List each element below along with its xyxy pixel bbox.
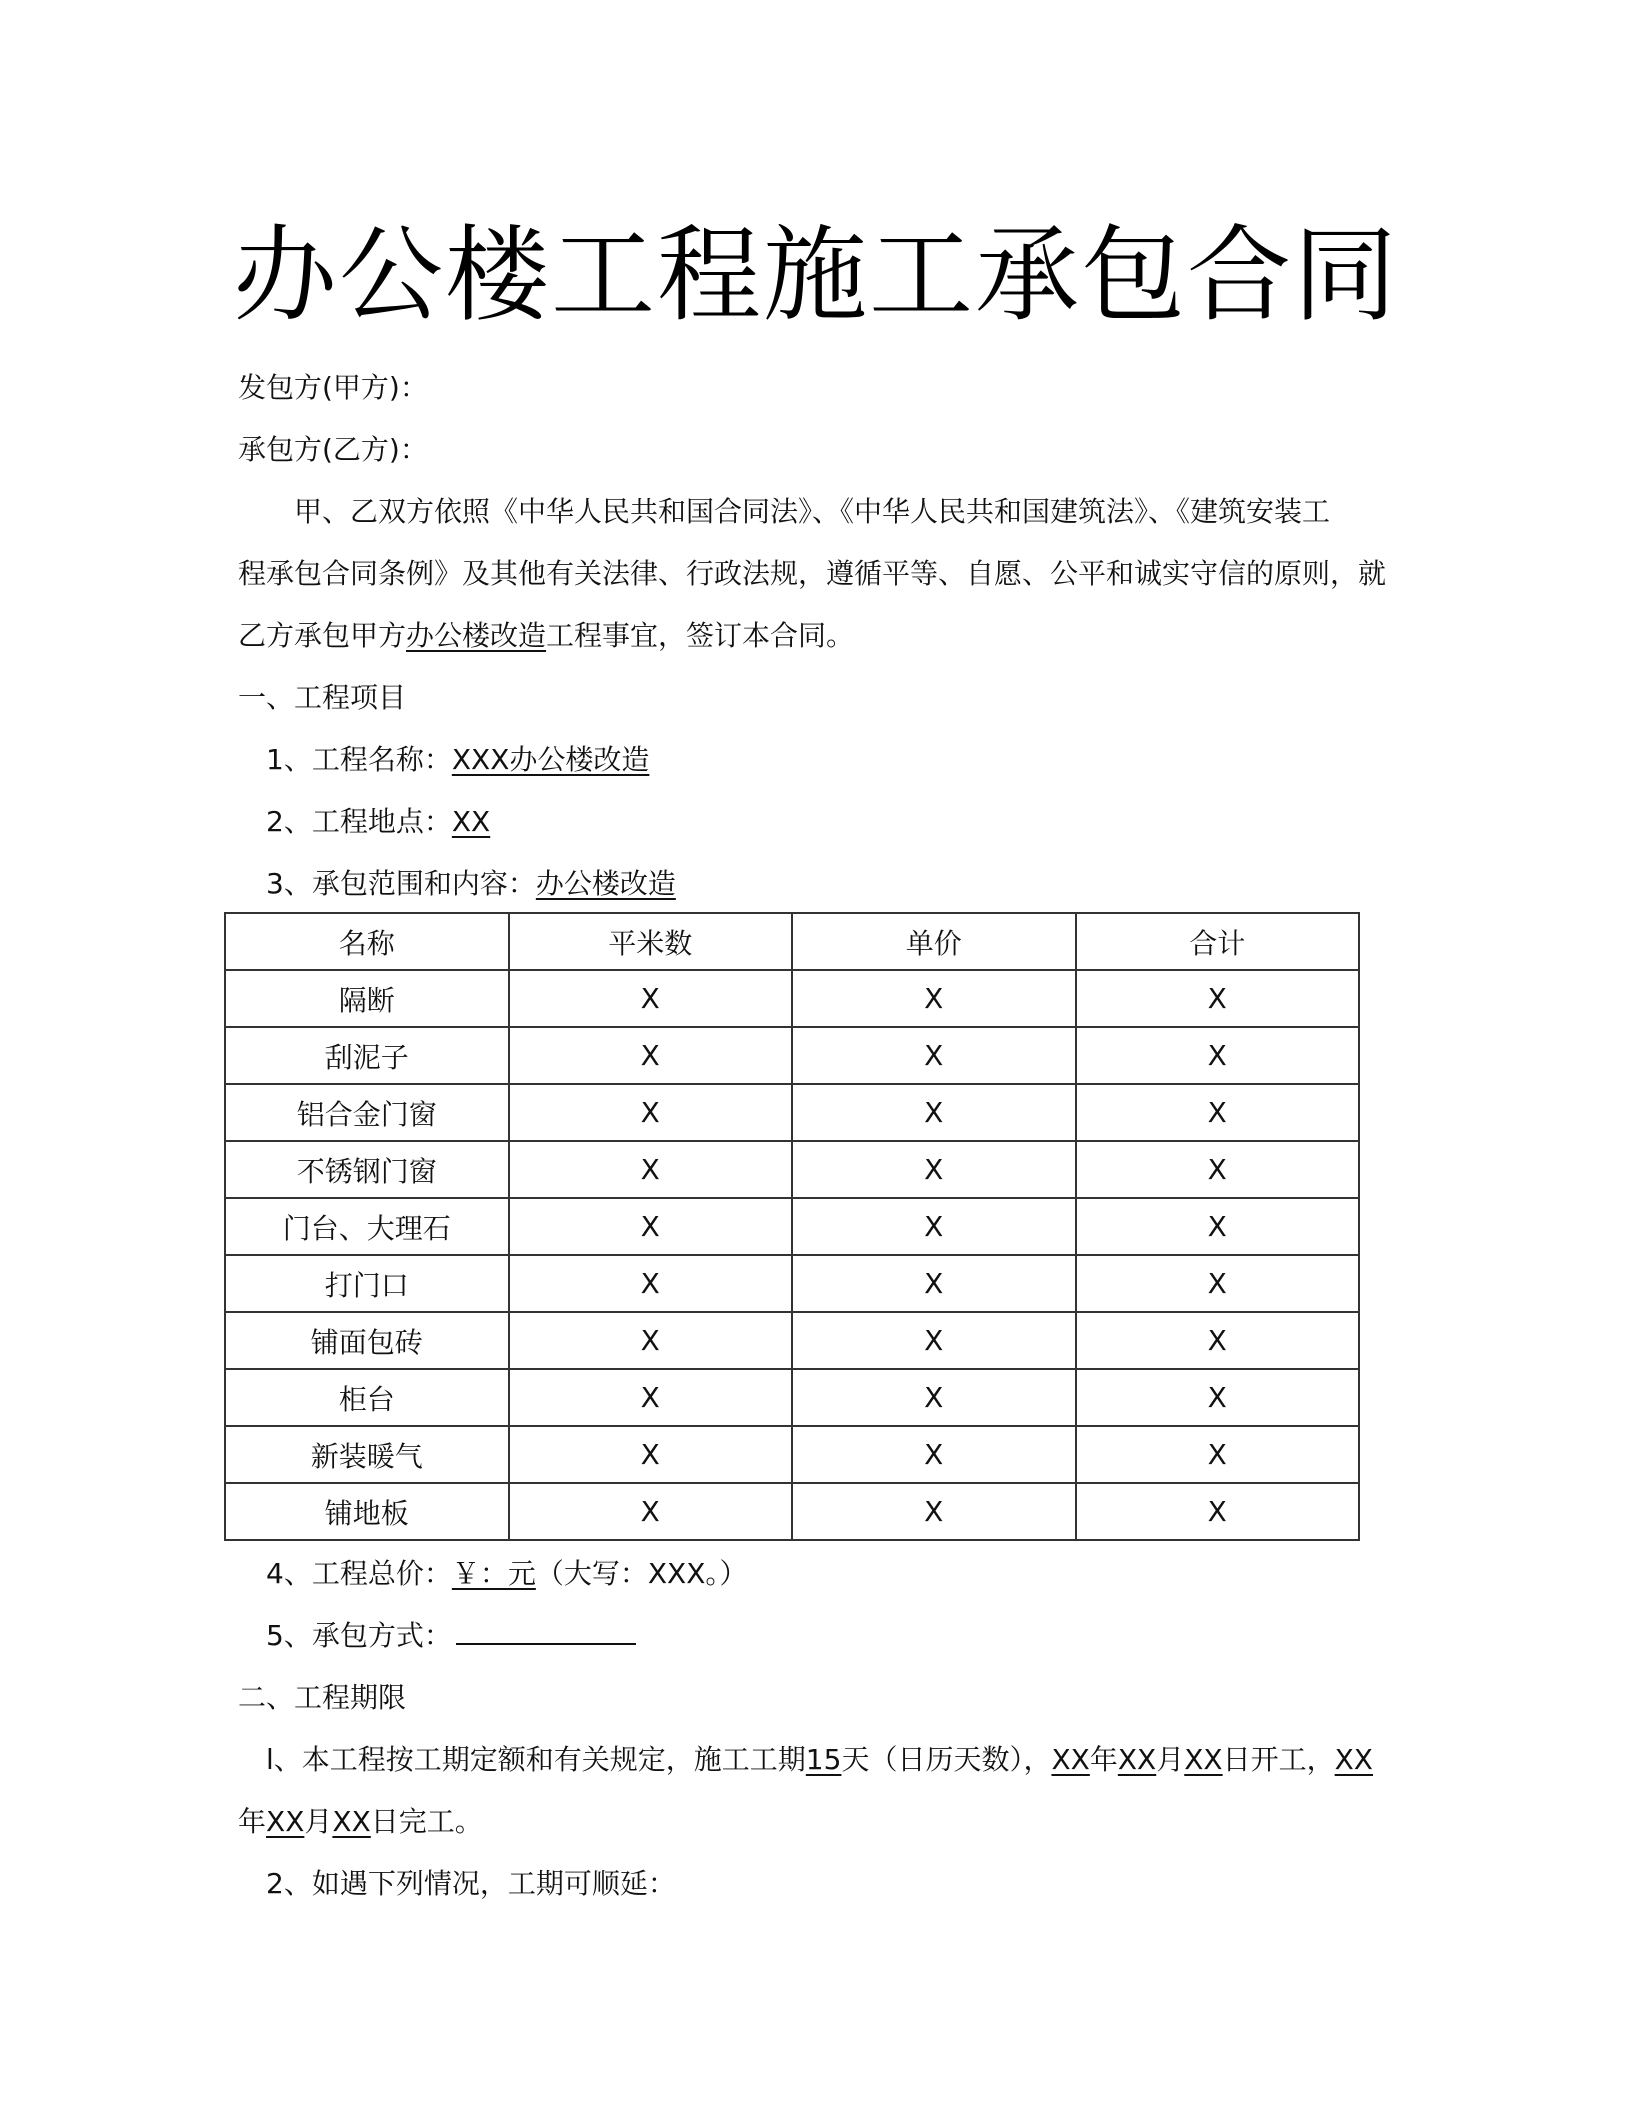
table-cell: 铺地板 — [225, 1483, 509, 1540]
table-cell: 隔断 — [225, 970, 509, 1027]
project-name-line — [266, 740, 649, 780]
table-cell: X — [792, 1426, 1076, 1483]
table-cell: 刮泥子 — [225, 1027, 509, 1084]
table-cell: X — [792, 1255, 1076, 1312]
section-heading-project: 一、工程项目 — [238, 681, 407, 714]
text: 日开工， — [1222, 1743, 1335, 1776]
period-extension-line: 2、如遇下列情况，工期可顺延： — [266, 1867, 676, 1900]
table-cell: X — [1076, 1369, 1360, 1426]
table-row — [225, 1483, 1359, 1540]
table-cell: X — [1076, 1027, 1360, 1084]
blank-fill-line — [456, 1617, 636, 1645]
table-cell: X — [792, 1198, 1076, 1255]
table-header-cell: 单价 — [792, 913, 1076, 970]
text: 月 — [304, 1805, 333, 1838]
end-day: XX — [332, 1805, 371, 1838]
text: 年 — [1089, 1743, 1118, 1776]
table-cell: X — [509, 1369, 793, 1426]
table-row — [225, 1255, 1359, 1312]
text: 月 — [1156, 1743, 1185, 1776]
table-cell: X — [792, 1141, 1076, 1198]
table-cell: X — [792, 1027, 1076, 1084]
intro-text: 乙方承包甲方 — [238, 619, 407, 652]
table-cell: 不锈钢门窗 — [225, 1141, 509, 1198]
field-value: XXX办公楼改造 — [451, 743, 650, 776]
start-month: XX — [1117, 1743, 1157, 1776]
table-cell: X — [1076, 1141, 1360, 1198]
table-cell: X — [792, 1369, 1076, 1426]
period-line-1 — [266, 1740, 1373, 1780]
table-cell: X — [1076, 1426, 1360, 1483]
table-cell: 新装暖气 — [225, 1426, 509, 1483]
scope-table — [224, 912, 1360, 1541]
table-row — [225, 970, 1359, 1027]
document-title: 办公楼工程施工承包合同 — [232, 214, 1399, 336]
project-location-line — [266, 802, 490, 842]
table-cell: X — [509, 1483, 793, 1540]
project-scope-line — [266, 864, 676, 904]
table-cell: 门台、大理石 — [225, 1198, 509, 1255]
section-heading-period: 二、工程期限 — [238, 1681, 407, 1714]
table-cell: X — [1076, 1312, 1360, 1369]
table-cell: X — [509, 1312, 793, 1369]
field-value: XX — [451, 805, 491, 838]
field-label: 1、工程名称： — [266, 743, 452, 776]
total-price-line — [266, 1554, 747, 1594]
table-cell: X — [792, 970, 1076, 1027]
table-cell: X — [509, 1198, 793, 1255]
project-name-underlined: 办公楼改造 — [406, 619, 547, 652]
table-cell: 打门口 — [225, 1255, 509, 1312]
duration-days: 15 — [805, 1743, 842, 1776]
period-line-2 — [238, 1802, 483, 1842]
intro-line-1: 甲、乙双方依照《中华人民共和国合同法》、《中华人民共和国建筑法》、《建筑安装工 — [294, 495, 1331, 528]
field-label: 5、承包方式： — [266, 1619, 452, 1652]
contract-method-line — [266, 1616, 636, 1656]
table-row — [225, 1198, 1359, 1255]
table-cell: X — [509, 1426, 793, 1483]
party-b-line: 承包方(乙方)： — [238, 433, 428, 466]
field-value: 办公楼改造 — [535, 867, 676, 900]
field-label: 2、工程地点： — [266, 805, 452, 838]
party-a-line: 发包方(甲方)： — [238, 371, 428, 404]
table-row — [225, 1426, 1359, 1483]
table-header-cell: 平米数 — [509, 913, 793, 970]
end-month: XX — [266, 1805, 305, 1838]
table-cell: X — [509, 970, 793, 1027]
total-amount-in-words: （大写：XXX。） — [535, 1557, 748, 1590]
table-header-cell: 名称 — [225, 913, 509, 970]
table-cell: 铝合金门窗 — [225, 1084, 509, 1141]
table-cell: X — [1076, 970, 1360, 1027]
table-cell: X — [1076, 1084, 1360, 1141]
table-row — [225, 1141, 1359, 1198]
start-day: XX — [1184, 1743, 1223, 1776]
table-cell: X — [792, 1483, 1076, 1540]
table-header-row — [225, 913, 1359, 970]
end-year: XX — [1334, 1743, 1373, 1776]
field-label: 3、承包范围和内容： — [266, 867, 536, 900]
intro-line-2: 程承包合同条例》及其他有关法律、行政法规，遵循平等、自愿、公平和诚实守信的原则，就 — [238, 557, 1387, 590]
table-cell: 铺面包砖 — [225, 1312, 509, 1369]
table-cell: X — [509, 1141, 793, 1198]
start-year: XX — [1051, 1743, 1090, 1776]
total-amount: ￥：元 — [451, 1557, 536, 1590]
table-row — [225, 1312, 1359, 1369]
text: 日完工。 — [370, 1805, 483, 1838]
text: 天（日历天数）， — [841, 1743, 1052, 1776]
table-cell: X — [509, 1084, 793, 1141]
table-cell: X — [509, 1027, 793, 1084]
table-cell: X — [792, 1084, 1076, 1141]
table-cell: X — [792, 1312, 1076, 1369]
text: 年 — [238, 1805, 267, 1838]
table-cell: X — [1076, 1483, 1360, 1540]
text: l、本工程按工期定额和有关规定，施工工期 — [266, 1743, 806, 1776]
table-cell: 柜台 — [225, 1369, 509, 1426]
intro-line-3 — [238, 616, 854, 656]
table-row — [225, 1084, 1359, 1141]
table-cell: X — [1076, 1198, 1360, 1255]
table-row — [225, 1369, 1359, 1426]
table-header-cell: 合计 — [1076, 913, 1360, 970]
table-cell: X — [1076, 1255, 1360, 1312]
intro-text: 工程事宜，签订本合同。 — [546, 619, 855, 652]
table-row — [225, 1027, 1359, 1084]
field-label: 4、工程总价： — [266, 1557, 452, 1590]
table-cell: X — [509, 1255, 793, 1312]
